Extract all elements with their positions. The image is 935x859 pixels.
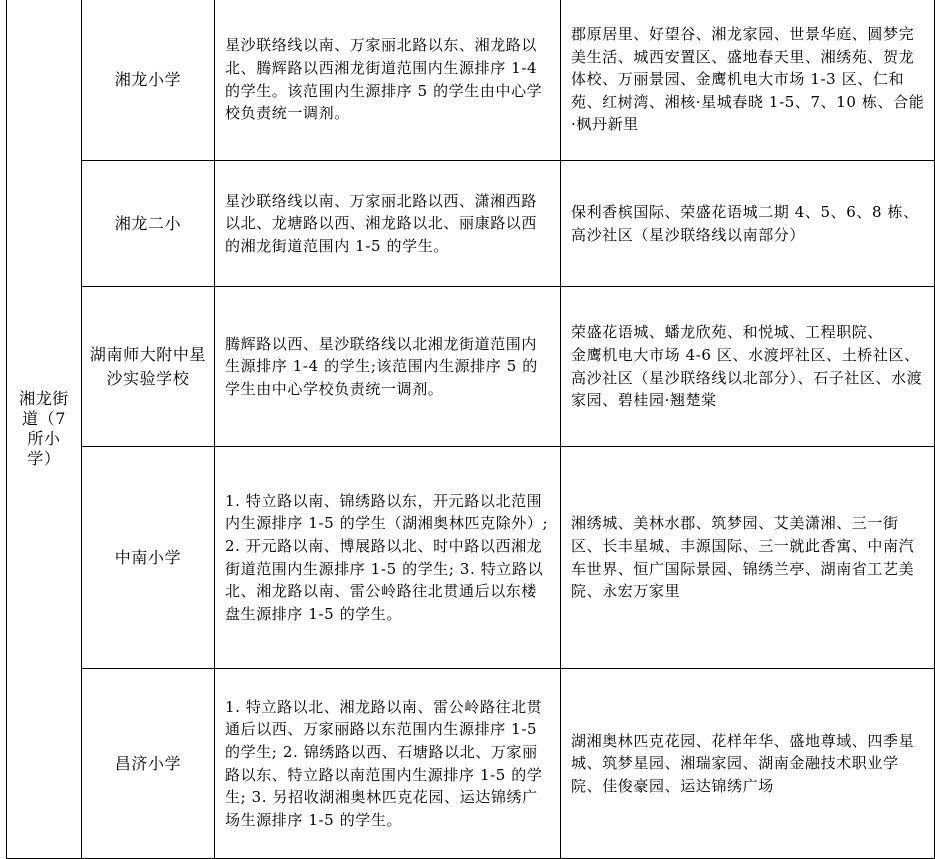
table-row: [7, 161, 935, 287]
district-cell: 湘龙街道（7所小学）: [7, 0, 82, 859]
residential-estates-cell: 郡原居里、好望谷、湘龙家园、世景华庭、圆梦完美生活、城西安置区、盛地春天里、湘绣苑、贺龙体校、万丽景园、金鹰机电大市场 1-3 区、仁和苑、红树湾、湘核·星城春晓 1-5、7、10 栋、合能·枫丹新里: [561, 0, 935, 161]
table-row: [7, 447, 935, 669]
school-name-cell: 湘龙小学: [82, 0, 215, 161]
school-name-cell: 湘龙二小: [82, 161, 215, 287]
school-name-cell: 湖南师大附中星沙实验学校: [82, 287, 215, 447]
enrollment-range-cell: 腾辉路以西、星沙联络线以北湘龙街道范围内生源排序 1-4 的学生;该范围内生源排序 5 的学生由中心学校负责统一调剂。: [215, 287, 561, 447]
enrollment-range-cell: 星沙联络线以南、万家丽北路以东、湘龙路以北、腾辉路以西湘龙街道范围内生源排序 1-4 的学生。该范围内生源排序 5 的学生由中心学校负责统一调剂。: [215, 0, 561, 161]
residential-estates-cell: 湖湘奥林匹克花园、花样年华、盛地尊域、四季星城、筑梦星园、湘瑞家园、湖南金融技术职业学院、佳俊豪园、运达锦绣广场: [561, 669, 935, 859]
enrollment-range-cell: 1. 特立路以南、锦绣路以东，开元路以北范围内生源排序 1-5 的学生（湖湘奥林匹克除外）; 2. 开元路以南、博展路以北、时中路以西湘龙街道范围内生源排序 1-5 的学生; 3. 特立路以北、湘龙路以南、雷公岭路往北贯通后以东楼盘生源排序 1-5 的学生。: [215, 447, 561, 669]
table-row: [7, 287, 935, 447]
school-name-cell: 中南小学: [82, 447, 215, 669]
residential-estates-cell: 荣盛花语城、蟠龙欣苑、和悦城、工程职院、 金鹰机电大市场 4-6 区、水渡坪社区、土桥社区、高沙社区（星沙联络线以北部分）、石子社区、水渡家园、碧桂园·翘楚棠: [561, 287, 935, 447]
school-zone-table: [6, 0, 935, 859]
residential-estates-cell: 保利香槟国际、荣盛花语城二期 4、5、6、8 栋、高沙社区（星沙联络线以南部分）: [561, 161, 935, 287]
table-row: [7, 669, 935, 859]
residential-estates-cell: 湘绣城、美林水郡、筑梦园、艾美潇湘、三一街区、长丰星城、丰源国际、三一就此香寓、中南汽车世界、恒广国际景园、锦绣兰亭、湖南省工艺美院、永宏万家里: [561, 447, 935, 669]
enrollment-range-cell: 1. 特立路以北、湘龙路以南、雷公岭路往北贯通后以西、万家丽路以东范围内生源排序 1-5 的学生; 2. 锦绣路以西、石塘路以北、万家丽路以东、特立路以南范围内生源排序 1-5 的学生; 3. 另招收湖湘奥林匹克花园、运达锦绣广场生源排序 1-5 的学生。: [215, 669, 561, 859]
school-name-cell: 昌济小学: [82, 669, 215, 859]
table-row: [7, 0, 935, 161]
enrollment-range-cell: 星沙联络线以南、万家丽北路以西、潇湘西路以北、龙塘路以西、湘龙路以北、丽康路以西的湘龙街道范围内 1-5 的学生。: [215, 161, 561, 287]
